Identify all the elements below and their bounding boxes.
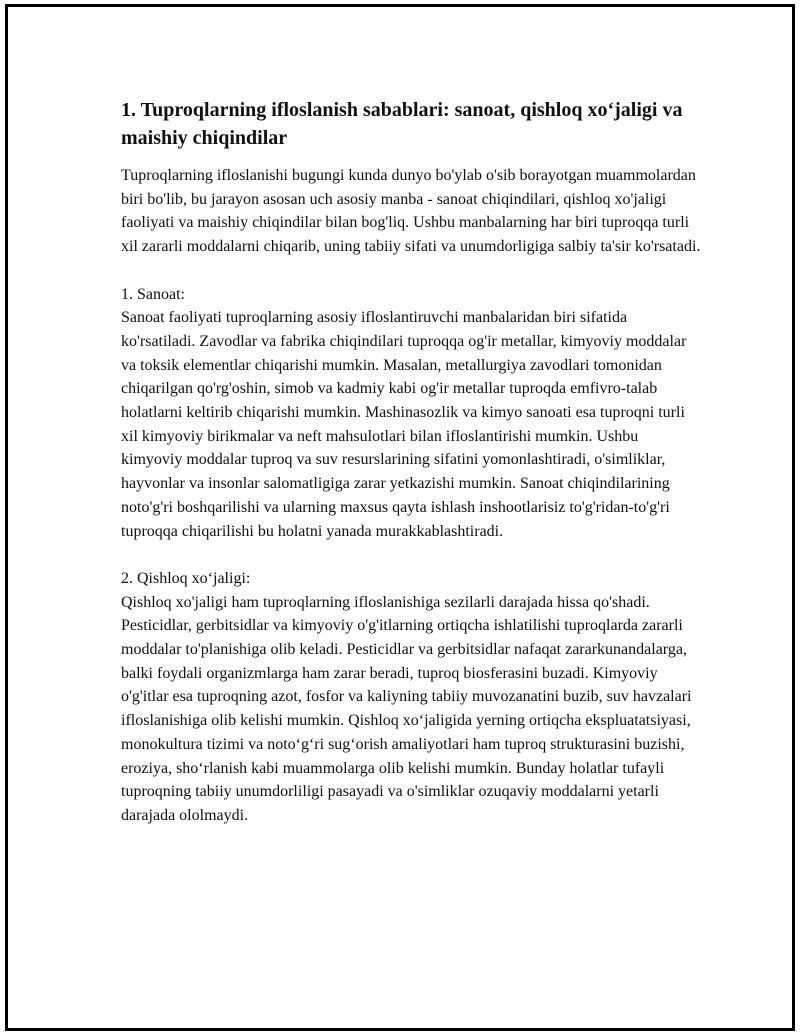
subsection-title-agriculture: 2. Qishloq xo‘jaligi:: [121, 569, 251, 587]
subsection-title-industry: 1. Sanoat:: [121, 285, 185, 303]
document-body: [121, 96, 701, 828]
paragraph-spacer: [121, 259, 701, 283]
paragraph-spacer: [121, 543, 701, 567]
subsection-body-industry: Sanoat faoliyati tuproqlarning asosiy ifloslantiruvchi manbalaridan biri sifatida ko'rsatiladi. Zavodlar va fabrika chiqindilari tuproqqa og'ir metallar, kimyoviy moddalar va toksik elementlar chiqarishi mumkin. Masalan, metallurgiya zavodlari tomonidan chiqarilgan qo'rg'oshin, simob va kadmiy kabi og'ir metallar tuproqda emfivro-talab holatlarni keltirib chiqarishi mumkin. Mashinasozlik va kimyo sanoati esa tuproqni turli xil kimyoviy birikmalar va neft mahsulotlari bilan ifloslantirishi mumkin. Ushbu kimyoviy moddalar tuproq va suv resurslarining sifatini yomonlashtiradi, o'simliklar, hayvonlar va insonlar salomatligiga zarar yetkazishi mumkin. Sanoat chiqindilarining noto'g'ri boshqarilishi va ularning maxsus qayta ishlash inshootlarisiz to'g'ridan-to'g'ri tuproqqa chiqarilishi bu holatni yanada murakkablashtiradi.: [121, 309, 687, 540]
intro-paragraph: Tuproqlarning ifloslanishi bugungi kunda dunyo bo'ylab o'sib borayotgan muammolardan biri bo'lib, bu jarayon asosan uch asosiy manba - sanoat chiqindilari, qishloq xo'jaligi faoliyati va maishiy chiqindilar bilan bog'liq. Ushbu manbalarning har biri tuproqqa turli xil zararli moddalarni chiqarib, uning tabiiy sifati va unumdorligiga salbiy ta'sir ko'rsatadi.: [121, 167, 701, 256]
subsection-body-agriculture: Qishloq xo'jaligi ham tuproqlarning ifloslanishiga sezilarli darajada hissa qo'shadi. Pesticidlar, gerbitsidlar va kimyoviy o'g'itlarning ortiqcha ishlatilishi tuproqlarda zararli moddalar to'planishiga olib keladi. Pesticidlar va gerbitsidlar nafaqat zararkunandalarga, balki foydali organizmlarga ham zarar beradi, tuproq biosferasini buzadi. Kimyoviy o'g'itlar esa tuproqning azot, fosfor va kaliyning tabiiy muvozanatini buzib, suv havzalari ifloslanishiga olib kelishi mumkin. Qishloq xo‘jaligida yerning ortiqcha ekspluatatsiyasi, monokultura tizimi va noto‘g‘ri sug‘orish amaliyotlari ham tuproq strukturasini buzishi, eroziya, sho‘rlanish kabi muammolarga olib kelishi mumkin. Bunday holatlar tufayli tuproqning tabiiy unumdorliligi pasayadi va o'simliklar ozuqaviy moddalarni yetarli darajada ololmaydi.: [121, 593, 692, 824]
section-heading: 1. Tuproqlarning ifloslanish sabablari: sanoat, qishloq xo‘jaligi va maishiy chiqindilar: [121, 99, 683, 149]
page-border: [5, 4, 795, 1031]
